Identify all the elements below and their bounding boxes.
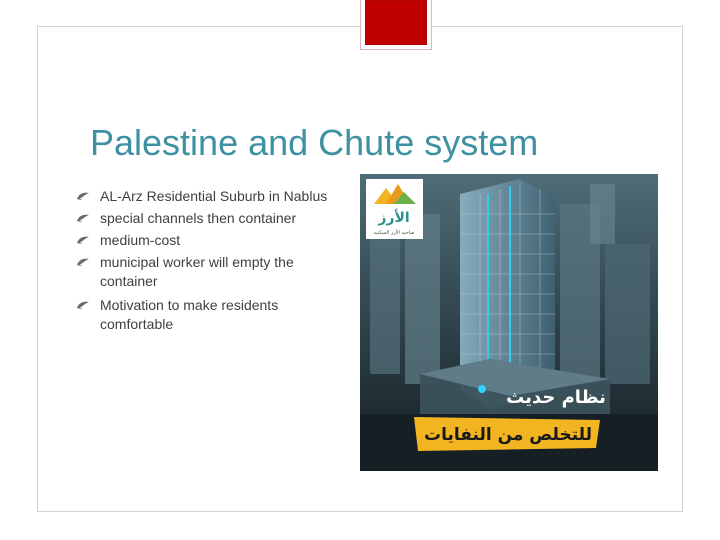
slide-title: Palestine and Chute system: [90, 122, 539, 163]
fleuron-bullet-icon: [76, 257, 90, 267]
bullet-text: medium-cost: [100, 232, 181, 248]
fleuron-bullet-icon: [76, 235, 90, 245]
logo-text: الأرز: [378, 210, 410, 226]
logo-subtext: ضاحية الأرز السكنية: [373, 230, 415, 236]
fleuron-bullet-icon: [76, 213, 90, 223]
chute-system-illustration: [360, 174, 658, 471]
fleuron-bullet-icon: [76, 191, 90, 201]
corner-accent-fill: [365, 0, 427, 45]
building-scene: [360, 174, 658, 471]
caption-line-1: نظام حديث: [506, 387, 606, 408]
bullet-text: AL-Arz Residential Suburb in Nablus: [100, 188, 328, 204]
bullet-item: [76, 231, 356, 250]
bullet-item: [76, 209, 356, 228]
bullet-item: [76, 296, 335, 334]
bullet-text: special channels then container: [100, 210, 297, 226]
corner-accent-tab: [360, 0, 432, 50]
bullet-list: [76, 187, 356, 339]
bullet-item: [76, 253, 335, 291]
bullet-text: municipal worker will empty the container: [100, 254, 294, 289]
bullet-item: [76, 187, 356, 206]
caption-line-2: للتخلص من النفايات: [424, 425, 592, 445]
fleuron-bullet-icon: [76, 300, 90, 310]
bullet-text: Motivation to make residents comfortable: [100, 297, 279, 332]
